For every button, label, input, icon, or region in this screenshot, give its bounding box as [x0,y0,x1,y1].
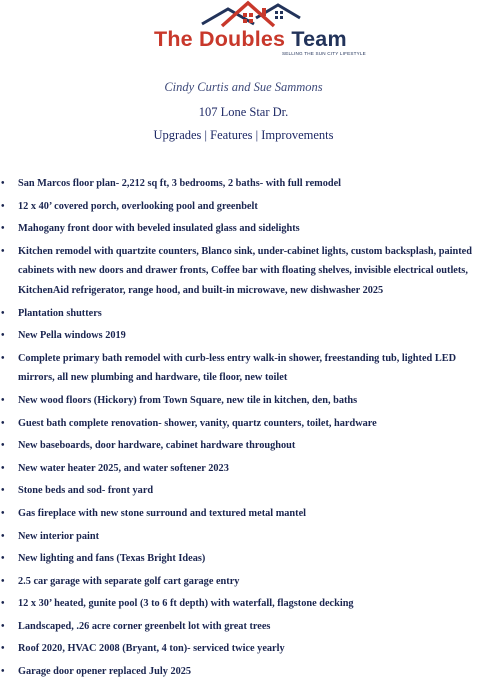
bullet-icon: • [1,507,5,519]
bullet-icon: • [1,352,5,364]
bullet-icon: • [1,307,5,319]
list-item-text: New water heater 2025, and water softener 2023 [18,462,229,474]
list-item [0,197,487,217]
property-address: 107 Lone Star Dr. [198,105,289,119]
bullet-icon: • [1,178,5,189]
bullet-icon: • [1,620,5,632]
list-item-text: Complete primary bath remodel with curb-less entry walk-in shower, freestanding tub, lighted LED mirrors, all new plumbing and hardware, tile floor, new toilet [18,352,456,384]
bullet-icon: • [1,553,5,565]
list-item-text: Kitchen remodel with quartzite counters, Blanco sink, under-cabinet lights, custom backsplash, painted cabinets with new doors and drawer fronts, Coffee bar with floating shelves, invisible electrical outlets, KitchenAid refrigerator, range hood, and built-in microwave, new dishwasher 2025 [18,245,472,296]
list-item-text: New lighting and fans (Texas Bright Ideas) [18,553,206,565]
list-item [0,527,487,547]
list-item-text: Garage door opener replaced July 2025 [18,666,192,678]
list-item-text: 12 x 40’ covered porch, overlooking pool and greenbelt [18,200,258,212]
logo-title [154,27,347,52]
agent-names: Cindy Curtis and Sue Sammons [164,80,323,94]
list-item [0,414,487,434]
list-item [0,504,487,524]
list-item-text: New baseboards, door hardware, cabinet hardware throughout [18,440,296,452]
list-item-text: San Marcos floor plan- 2,212 sq ft, 3 bedrooms, 2 baths- with full remodel [18,178,342,189]
list-item [0,481,487,501]
list-item [0,662,487,682]
list-item [0,549,487,569]
bullet-icon: • [1,462,5,474]
list-item-text: New wood floors (Hickory) from Town Square, new tile in kitchen, den, baths [18,394,358,406]
bullet-icon: • [1,575,5,587]
list-item-text: 12 x 30’ heated, gunite pool (3 to 6 ft depth) with waterfall, flagstone decking [18,598,354,610]
list-item [0,436,487,456]
list-item [0,459,487,479]
list-item [0,174,487,194]
logo [150,0,370,66]
logo-tagline: SELLING THE SUN CITY LIFESTYLE [282,51,366,56]
list-item [0,219,487,239]
list-item [0,326,487,346]
list-item [0,391,487,411]
list-item-text: New Pella windows 2019 [18,330,126,342]
bullet-icon: • [1,643,5,655]
list-item-text: Roof 2020, HVAC 2008 (Bryant, 4 ton)- serviced twice yearly [18,643,285,655]
list-item [0,349,487,388]
list-item-text: Mahogany front door with beveled insulated glass and sidelights [18,223,300,235]
bullet-icon: • [1,598,5,610]
list-item [0,304,487,324]
bullet-icon: • [1,440,5,452]
bullet-icon: • [1,200,5,212]
list-item [0,572,487,592]
bullet-icon: • [1,394,5,406]
bullet-icon: • [1,223,5,235]
bullet-icon: • [1,330,5,342]
houses-roofline-icon [150,0,370,30]
list-item-text: Landscaped, .26 acre corner greenbelt lot with great trees [18,620,271,632]
list-item-text: Gas fireplace with new stone surround and textured metal mantel [18,507,307,519]
section-heading: Upgrades | Features | Improvements [153,128,334,142]
bullet-icon: • [1,666,5,678]
logo-title-part1: The Doubles [154,27,286,51]
list-item-text: Plantation shutters [18,307,102,319]
list-item-text: Stone beds and sod- front yard [18,485,154,497]
bullet-icon: • [1,417,5,429]
list-item [0,639,487,659]
list-item-text: New interior paint [18,530,100,542]
list-item-text: 2.5 car garage with separate golf cart garage entry [18,575,240,587]
list-item [0,242,487,301]
bullet-icon: • [1,485,5,497]
logo-title-part2: Team [291,27,347,51]
bullet-icon: • [1,245,5,257]
list-item [0,594,487,614]
list-item [0,617,487,637]
features-list [0,174,487,685]
bullet-icon: • [1,530,5,542]
list-item-text: Guest bath complete renovation- shower, vanity, quartz counters, toilet, hardware [18,417,377,429]
